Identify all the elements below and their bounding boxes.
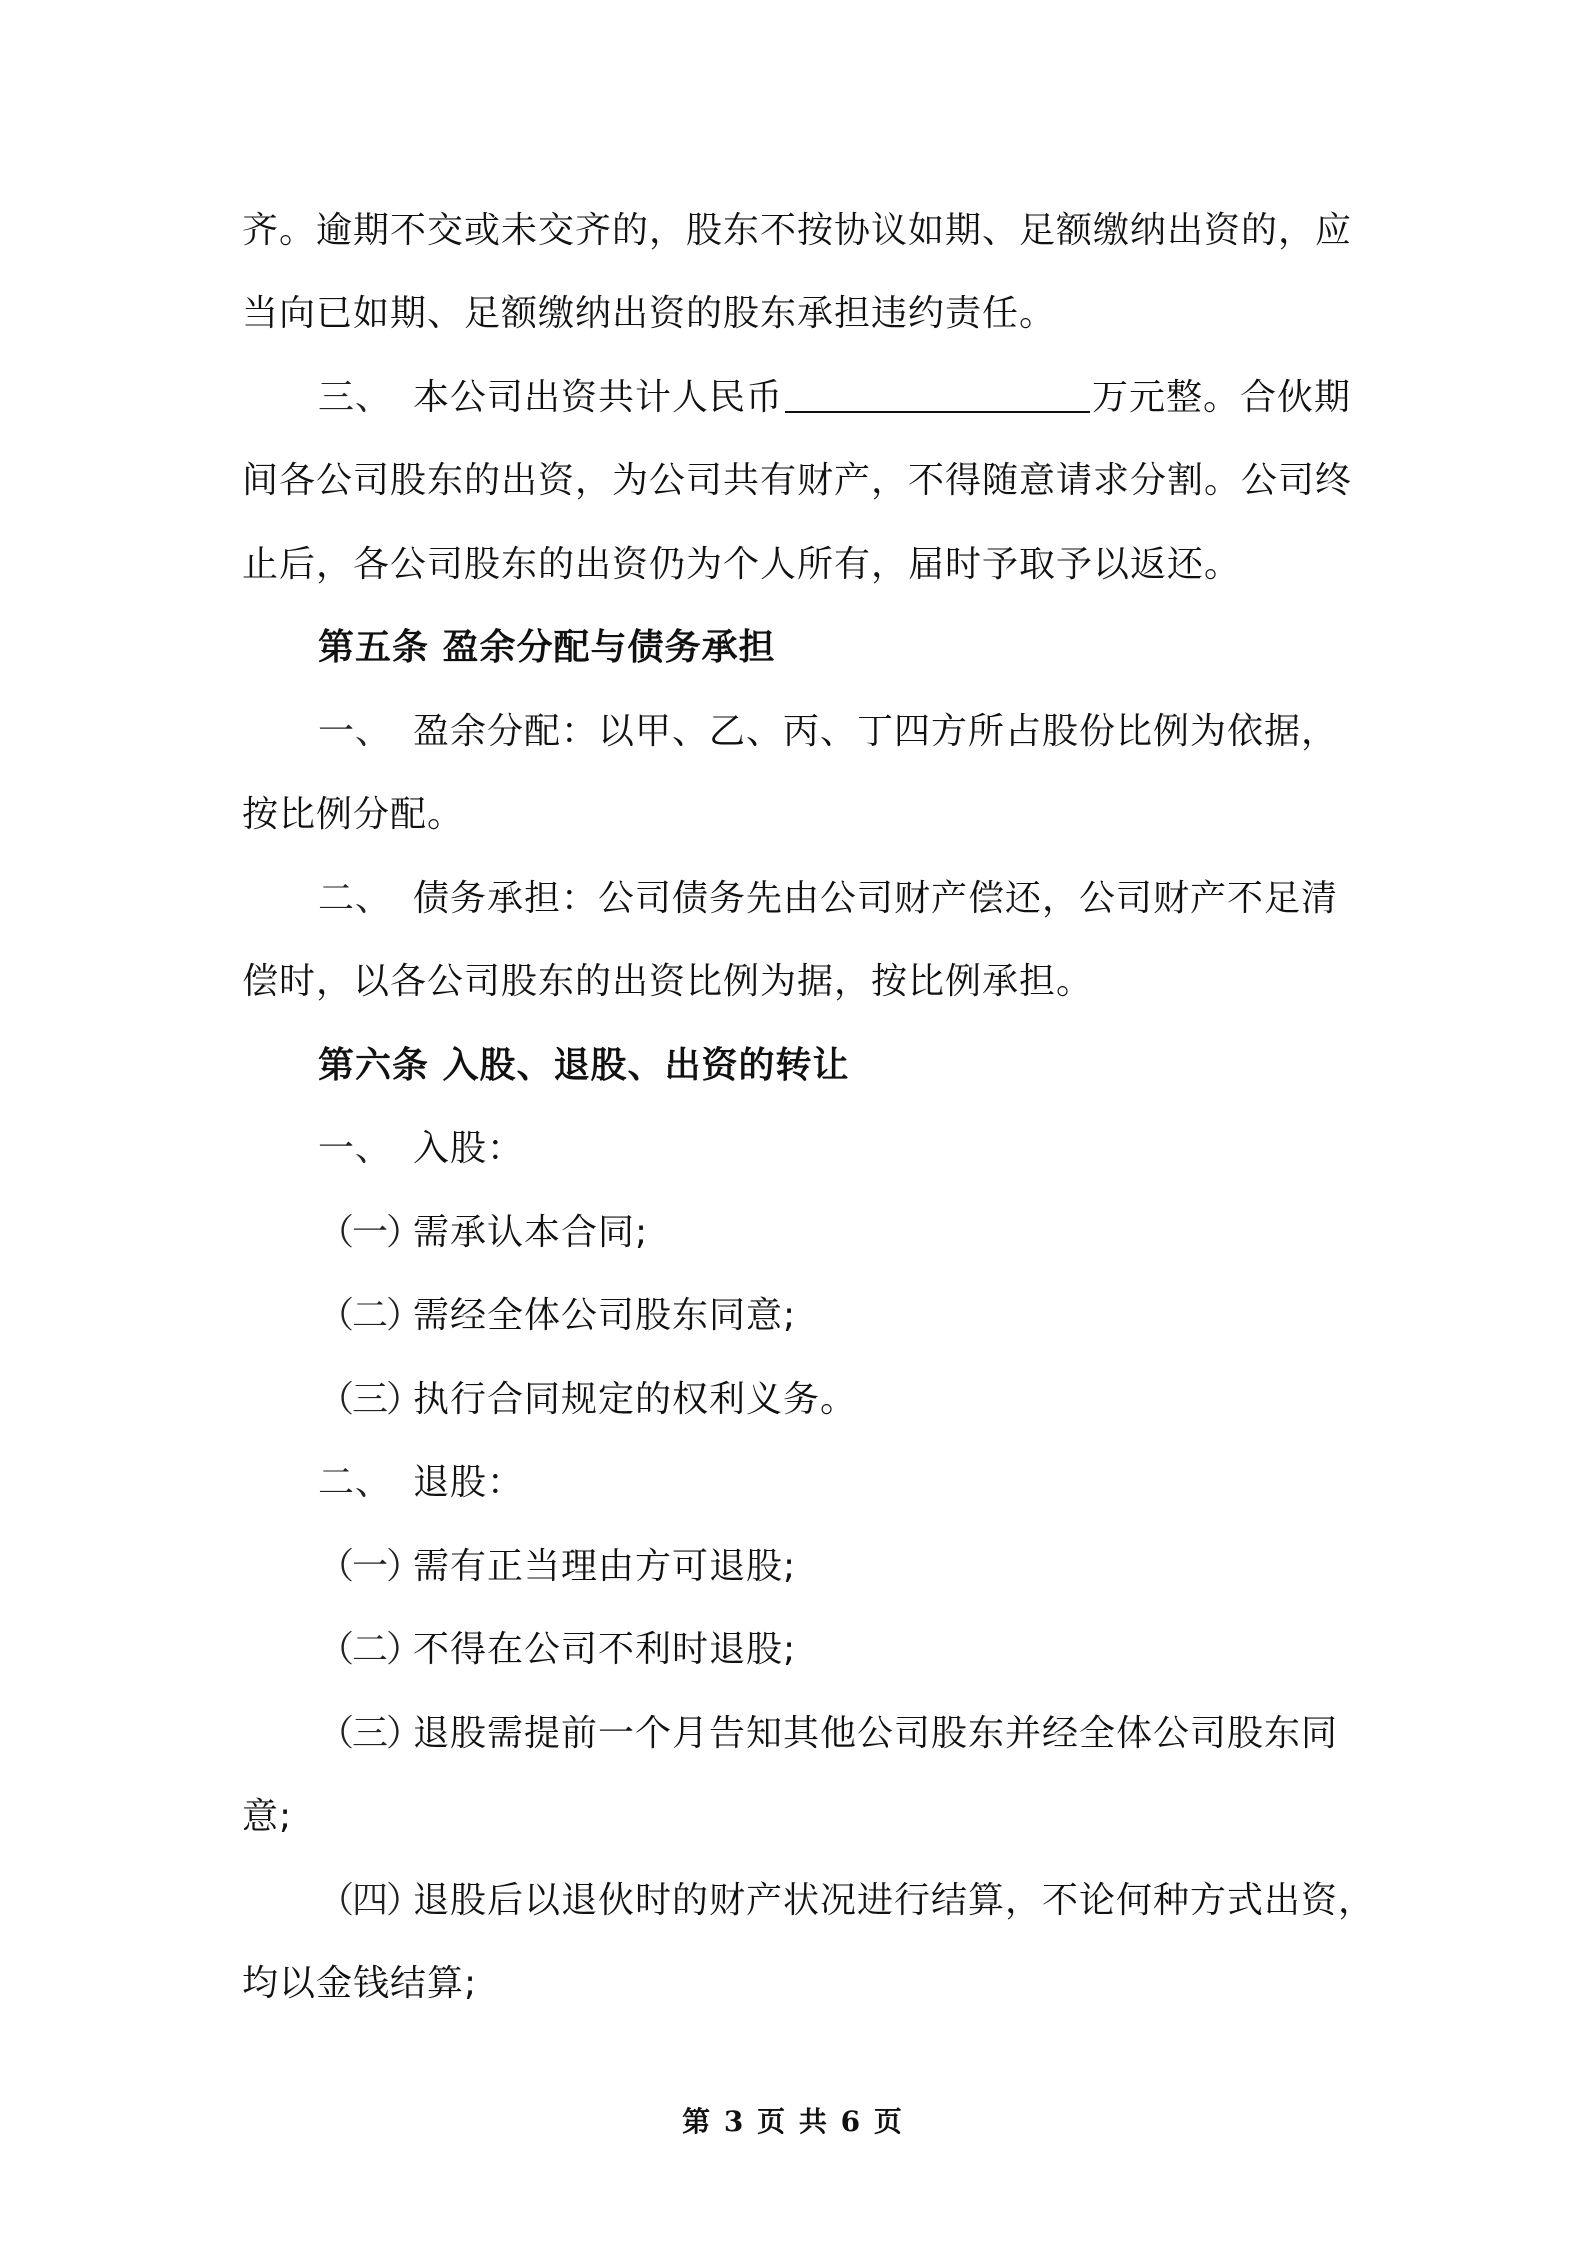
paragraph-line: 齐。逾期不交或未交齐的，股东不按协议如期、足额缴纳出资的，应	[242, 210, 1353, 251]
list-item	[318, 1211, 648, 1255]
list-item	[318, 1294, 796, 1338]
item-text: 需有正当理由方可退股;	[413, 1546, 797, 1587]
list-marker: （一）	[318, 1212, 421, 1253]
item-text: 退股：	[413, 1462, 525, 1503]
list-item	[318, 1879, 1375, 1923]
list-marker: 三、	[318, 377, 393, 418]
item-text: 退股需提前一个月告知其他公司股东并经全体公司股东同	[413, 1713, 1339, 1754]
list-marker: 二、	[318, 1462, 393, 1503]
article5-heading: 第五条 盈余分配与债务承担	[318, 627, 776, 668]
paragraph-line: 意;	[242, 1796, 293, 1837]
item-text: 万元整。合伙期	[1092, 377, 1352, 418]
item-text: 盈余分配：以甲、乙、丙、丁四方所占股份比例为依据，	[413, 711, 1339, 752]
article5-item1	[318, 710, 1338, 754]
list-marker: 一、	[318, 1128, 393, 1169]
list-marker: （二）	[318, 1629, 421, 1670]
list-marker: 二、	[318, 878, 393, 919]
paragraph-line: 止后，各公司股东的出资仍为个人所有，届时予取予以返还。	[242, 544, 1242, 585]
item-text: 债务承担：公司债务先由公司财产偿还，公司财产不足清	[413, 878, 1339, 919]
item-text: 执行合同规定的权利义务。	[413, 1379, 858, 1420]
paragraph-line: 当向已如期、足额缴纳出资的股东承担违约责任。	[242, 293, 1057, 334]
list-marker: （二）	[318, 1295, 421, 1336]
list-marker: （一）	[318, 1546, 421, 1587]
list-item	[318, 1712, 1338, 1756]
item-text: 退股后以退伙时的财产状况进行结算，不论何种方式出资，	[413, 1880, 1376, 1921]
list-marker: （三）	[318, 1713, 421, 1754]
article6-withdraw-title	[318, 1461, 524, 1505]
list-marker: （四）	[318, 1880, 421, 1921]
paragraph-line: 间各公司股东的出资，为公司共有财产，不得随意请求分割。公司终	[242, 460, 1353, 501]
list-item	[318, 1378, 857, 1422]
article5-item2	[318, 877, 1338, 921]
paragraph-line: 偿时，以各公司股东的出资比例为据，按比例承担。	[242, 961, 1094, 1002]
item-text: 不得在公司不利时退股;	[413, 1629, 797, 1670]
item-text: 需承认本合同;	[413, 1212, 649, 1253]
page-number-footer: 第 3 页 共 6 页	[682, 2105, 904, 2138]
paragraph-line: 按比例分配。	[242, 794, 465, 835]
item-text: 需经全体公司股东同意;	[413, 1295, 797, 1336]
item-text: 本公司出资共计人民币	[413, 377, 784, 418]
amount-blank-field	[785, 377, 1090, 413]
list-item	[318, 1545, 796, 1589]
article6-heading: 第六条 入股、退股、出资的转让	[318, 1045, 850, 1086]
item-text: 入股：	[413, 1128, 525, 1169]
list-item	[318, 1628, 796, 1672]
article4-item3	[318, 376, 1351, 420]
paragraph-line: 均以金钱结算;	[242, 1963, 478, 2004]
article6-join-title	[318, 1127, 524, 1171]
list-marker: （三）	[318, 1379, 421, 1420]
list-marker: 一、	[318, 711, 393, 752]
